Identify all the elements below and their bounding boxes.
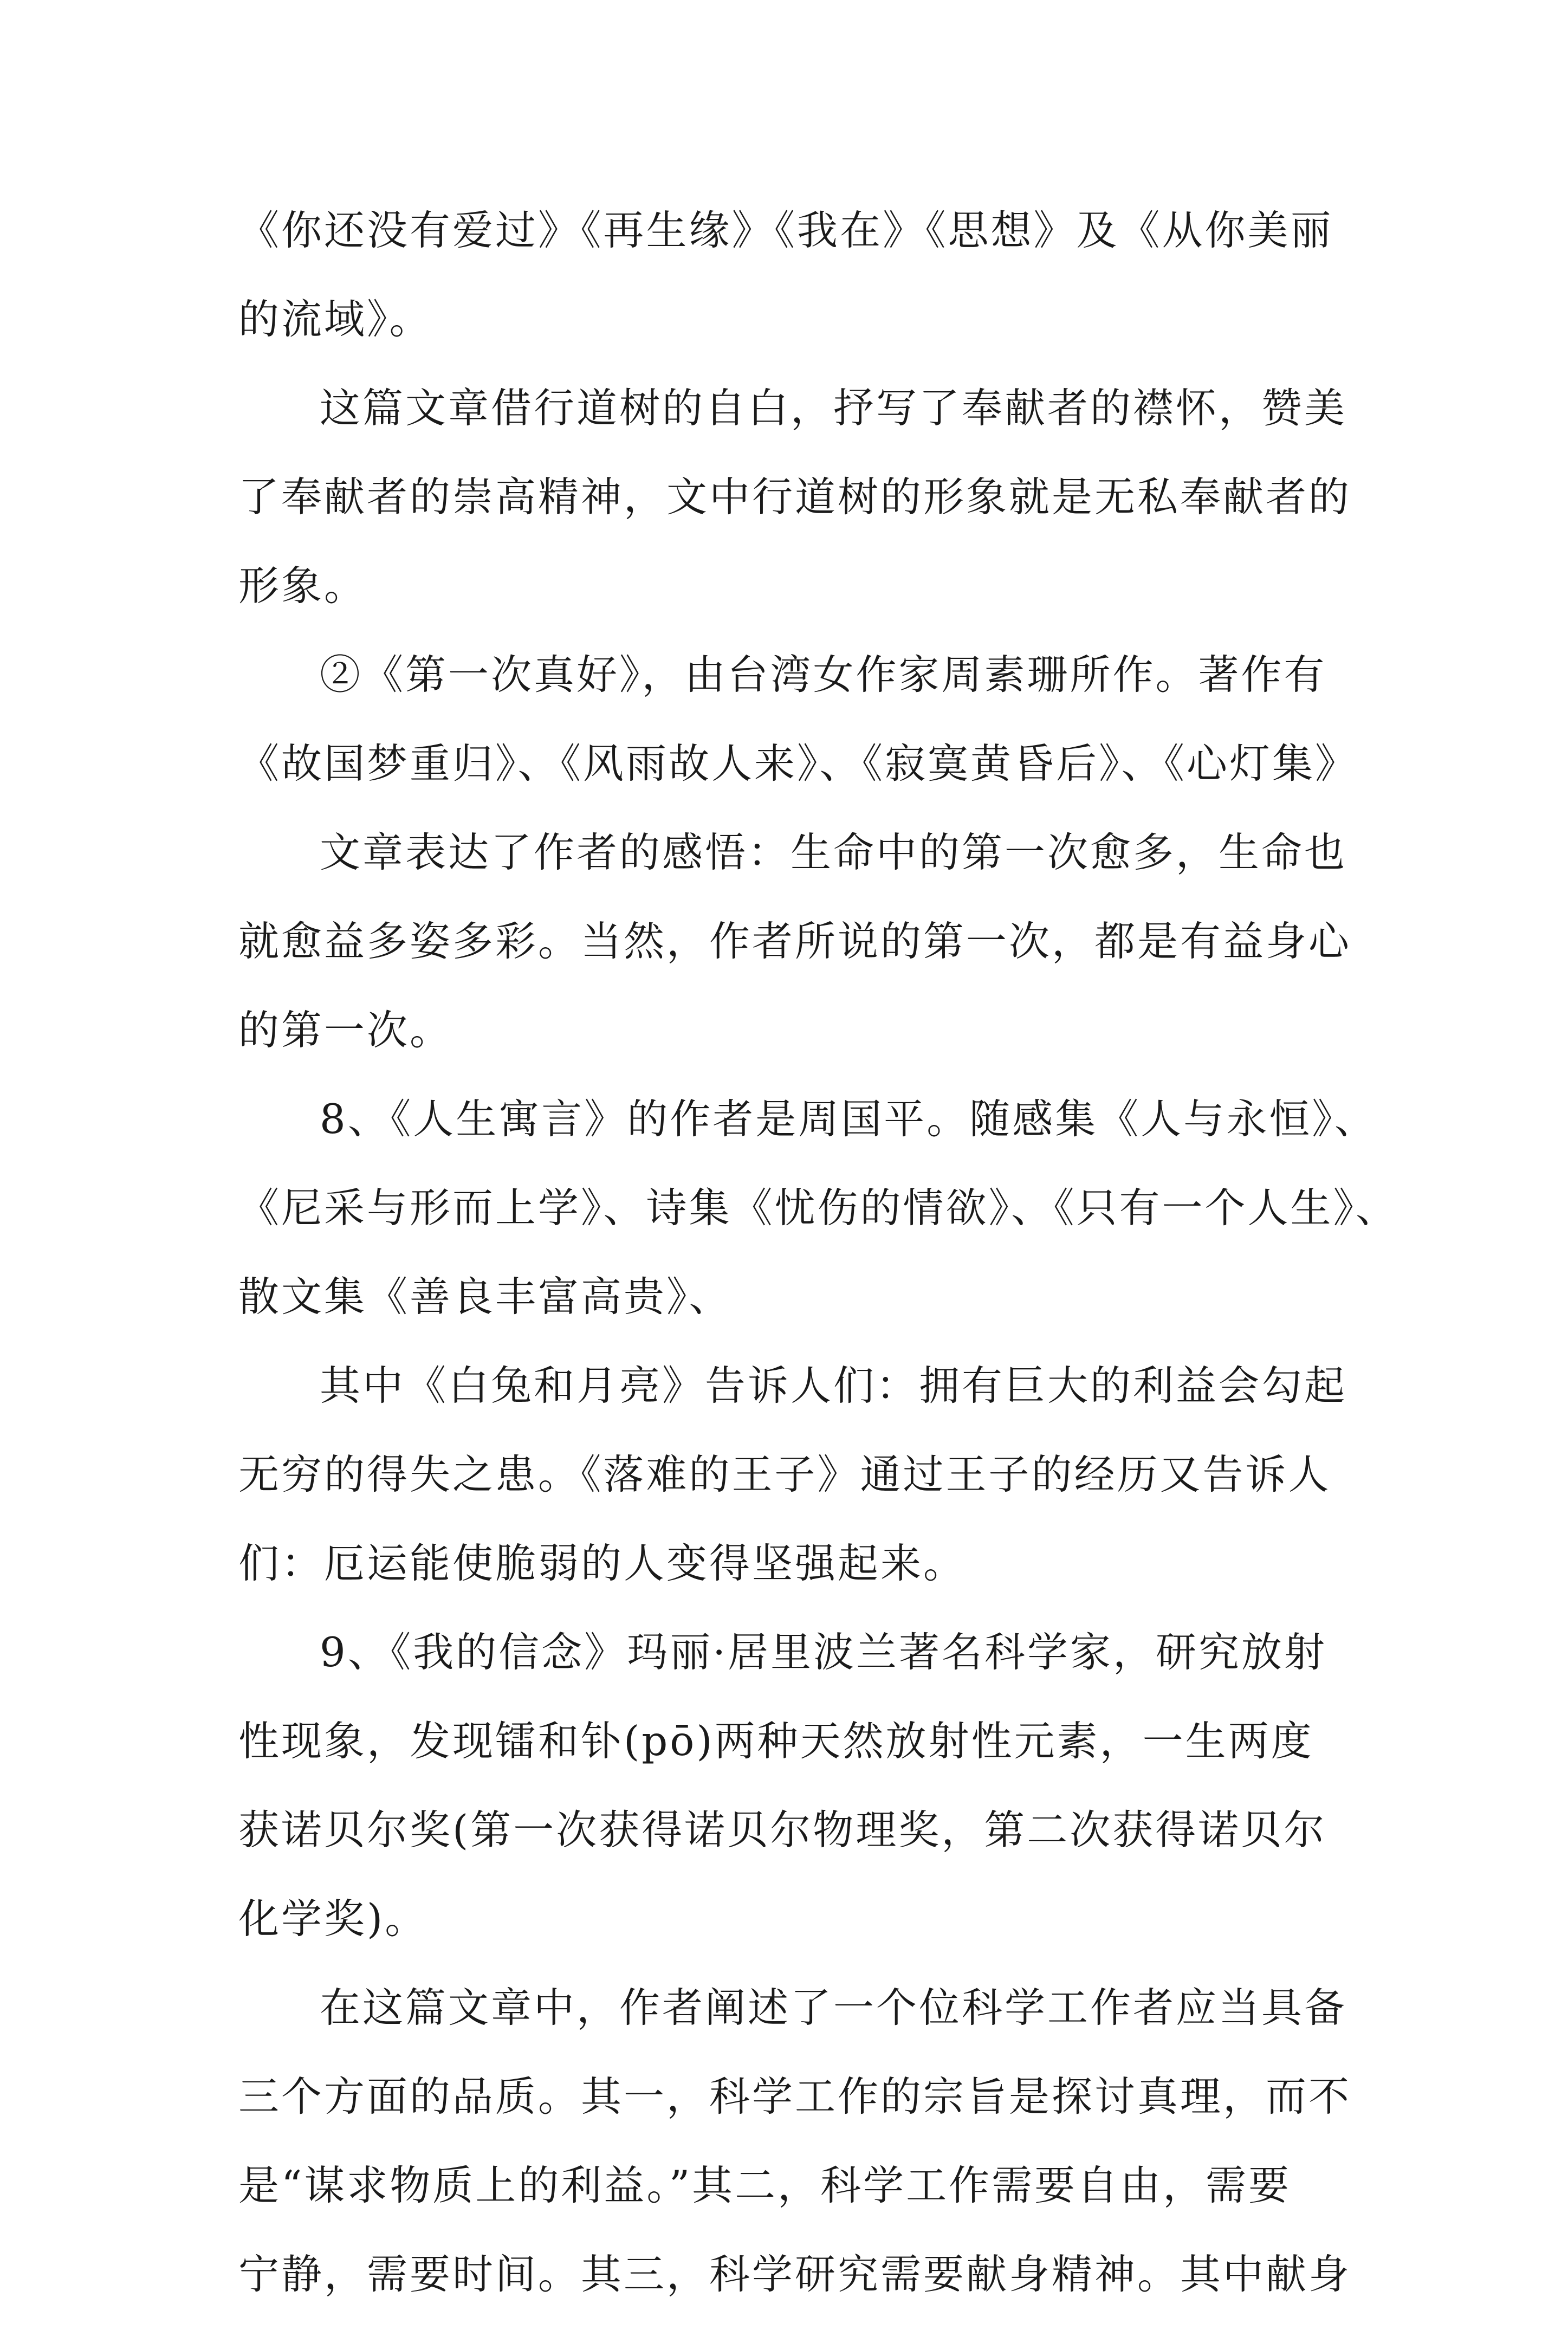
text-line: 获诺贝尔奖(第一次获得诺贝尔物理奖，第二次获得诺贝尔 [238,1806,1327,1854]
paragraph-life-fables [238,1092,1399,1324]
paragraph-my-belief [238,1625,1344,1946]
paragraph-belief-analysis [238,1981,1352,2301]
text-line: 了奉献者的崇高精神，文中行道树的形象就是无私奉献者的 [238,473,1352,521]
text-line: 性现象，发现镭和钋(pō)两种天然放射性元素，一生两度 [238,1717,1314,1765]
text-line: 文章表达了作者的感悟：生命中的第一次愈多，生命也 [320,829,1347,876]
text-line: 这篇文章借行道树的自白，抒写了奉献者的襟怀，赞美 [320,384,1347,432]
text-line: 在这篇文章中，作者阐述了一个位科学工作者应当具备 [320,1984,1347,2031]
text-line: 散文集《善良丰富高贵》、 [238,1273,732,1321]
text-line: 的第一次。 [238,1006,453,1054]
text-line: 形象。 [238,562,367,610]
text-line: 化学奖)。 [238,1895,428,1943]
paragraph-first-time-analysis [238,825,1352,1057]
text-line: 其中《白兔和月亮》告诉人们：拥有巨大的利益会勾起 [320,1362,1347,1409]
text-line: ②《第一次真好》，由台湾女作家周素珊所作。著作有 [320,651,1327,698]
text-line: 8、《人生寓言》的作者是周国平。随感集《人与永恒》、 [320,1095,1377,1143]
text-line: 《你还没有爱过》《再生缘》《我在》《思想》及《从你美丽 [238,206,1333,254]
text-line: 是“谋求物质上的利益。”其二，科学工作需要自由，需要 [238,2162,1292,2209]
text-line: 《尼采与形而上学》、诗集《忧伤的情欲》、《只有一个人生》、 [238,1184,1399,1232]
paragraph-works-list [238,203,1344,346]
text-line: 三个方面的品质。其一，科学工作的宗旨是探讨真理，而不 [238,2073,1352,2120]
text-line: 的流域》。 [238,295,432,343]
text-line: 《故国梦重归》、《风雨故人来》、《寂寞黄昏后》、《心灯集》 [238,740,1358,787]
text-line: 9、《我的信念》玛丽·居里波兰著名科学家，研究放射 [320,1628,1327,1676]
paragraph-fables-analysis [238,1358,1347,1590]
document-body [238,203,1399,2336]
text-line: 宁静，需要时间。其三，科学研究需要献身精神。其中献身 [238,2250,1352,2298]
text-line: 们：厄运能使脆弱的人变得坚强起来。 [238,1539,967,1587]
text-line: 就愈益多姿多彩。当然，作者所说的第一次，都是有益身心 [238,917,1352,965]
text-line: 无穷的得失之患。《落难的王子》通过王子的经历又告诉人 [238,1451,1331,1498]
paragraph-first-time-good [238,648,1358,791]
paragraph-tree-analysis [238,381,1352,613]
